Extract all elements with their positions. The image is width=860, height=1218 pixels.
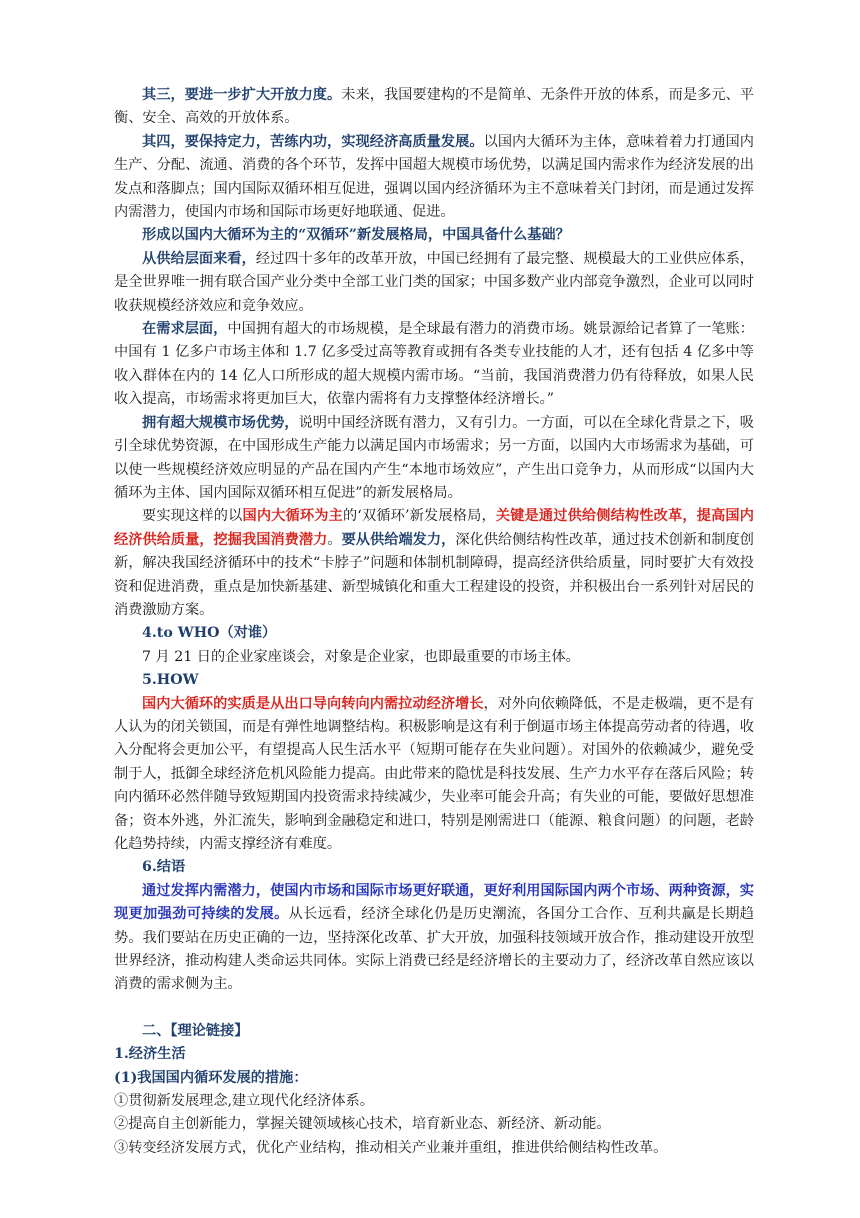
highlight-red: 关键是通过供给侧结构性改革，提高国内经济供给质量，挖掘我国消费潜力	[114, 508, 754, 548]
paragraph-lead: 在需求层面，	[142, 321, 228, 338]
subheading-economic-life: 1.经济生活	[114, 1046, 186, 1063]
list-item: ①贯彻新发展理念,建立现代化经济体系。	[114, 1093, 374, 1110]
paragraph-conclusion	[114, 880, 754, 997]
paragraph-essence	[114, 693, 754, 857]
section-heading-conclusion: 6.结语	[142, 859, 186, 876]
paragraph-body: 经过四十多年的改革开放，中国已经拥有了最完整、规模最大的工业供应体系，是全世界唯一拥有联合国产业分类中全部工业门类的国家；中国多数产业内部竞争激烈，企业可以同时收获规模经济效应和竞争效应。	[114, 250, 754, 314]
text-run: 深化供给侧结构性改革，通过技术创新和制度创新，解决我国经济循环中的技术“卡脖子”问题和体制机制障碍，提高经济供给质量，同时要扩大有效投资和促进消费，重点是加快新基建、新型城镇化和重大工程建设的投资，并积极出台一系列针对居民的消费激励方案。	[114, 531, 754, 618]
highlight-red: 国内大循环的实质是从出口导向转向内需拉动经济增长	[142, 695, 484, 712]
question-heading: 形成以国内大循环为主的“双循环”新发展格局，中国具备什么基础？	[142, 227, 570, 244]
paragraph-lead: 从供给层面来看，	[142, 250, 256, 267]
text-run: 的‘双循环’新发展格局，	[342, 508, 496, 525]
paragraph-body: 说明中国经济既有潜力，又有引力。一方面，可以在全球化背景之下，吸引全球优势资源，在中国形成生产能力以满足国内市场需求；另一方面，以国内大市场需求为基础，可以使一些规模经济效应明显的产品在国内产生“本地市场效应”，产生出口竞争力，从而形成“以国内大循环为主体、国内国际双循环相互促进”的新发展格局。	[114, 414, 754, 501]
text-run: 要实现这样的以	[142, 508, 243, 525]
text-run: 。	[327, 531, 342, 548]
paragraph-lead: 其四，要保持定力，苦练内功，实现经济高质量发展。	[142, 133, 484, 150]
paragraph-body: 以国内大循环为主体，意味着着力打通国内生产、分配、流通、消费的各个环节，发挥中国超大规模市场优势，以满足国内需求作为经济发展的出发点和落脚点；国内国际双循环相互促进，强调以国内经济循环为主不意味着关门封闭，而是通过发挥内需潜力，使国内市场和国际市场更好地联通、促进。	[114, 133, 754, 221]
paragraph-body: 从长远看，经济全球化仍是历史潮流，各国分工合作、互利共赢是长期趋势。我们要站在历史正确的一边，坚持深化改革、扩大开放，加强科技领域开放合作，推动建设开放型世界经济，推动构建人类命运共同体。实际上消费已经是经济增长的主要动力了，经济改革自然应该以消费的需求侧为主。	[114, 906, 754, 993]
list-item: ②提高自主创新能力，掌握关键领域核心技术，培育新业态、新经济、新动能。	[114, 1116, 611, 1133]
document-page	[114, 84, 754, 1160]
subheading-measures: (1)我国国内循环发展的措施：	[114, 1069, 308, 1086]
paragraph-audience: 7 月 21 日的企业家座谈会，对象是企业家，也即最重要的市场主体。	[142, 648, 580, 665]
spacer	[114, 997, 754, 1020]
paragraph-body: 中国拥有超大的市场规模，是全球最有潜力的消费市场。姚景源给记者算了一笔账：中国有 1 亿多户市场主体和 1.7 亿多受过高等教育或拥有各类专业技能的人才，还有包括 4 亿多中等收入群体在内的 14 亿人口所形成的超大规模内需市场。“当前，我国消费潜力仍有待释放，如果人民收入提高，市场需求将更加巨大，依靠内需将有力支撑整体经济增长。”	[114, 321, 754, 408]
paragraph-body: ，对外向依赖降低，不是走极端，更不是有人认为的闭关锁国，而是有弹性地调整结构。积极影响是这有利于倒逼市场主体提高劳动者的待遇，收入分配将会更加公平，有望提高人民生活水平（短期可能存在失业问题）。对国外的依赖减少，避免受制于人，抵御全球经济危机风险能力提高。由此带来的隐忧是科技发展、生产力水平存在落后风险；转向内循环必然伴随导致短期国内投资需求持续减少，失业率可能会升高；有失业的可能，要做好思想准备；资本外逃，外汇流失，影响到金融稳定和进口，特别是刚需进口（能源、粮食问题）的问题，老龄化趋势持续，内需支撑经济有难度。	[114, 695, 754, 852]
highlight-navy: 要从供给端发力，	[341, 531, 456, 548]
paragraph-market-advantage	[114, 412, 754, 506]
highlight-red: 国内大循环为主	[242, 508, 343, 525]
paragraph-demand-side	[114, 318, 754, 412]
paragraph-body: 未来，我国要建构的不是简单、无条件开放的体系，而是多元、平衡、安全、高效的开放体系。	[114, 87, 754, 127]
paragraph-lead: 拥有超大规模市场优势，	[142, 414, 299, 431]
paragraph-dual-circulation	[114, 505, 754, 622]
paragraph-quality-development	[114, 131, 754, 225]
section-heading-to-who: 4.to WHO（对谁）	[142, 625, 277, 642]
list-item: ③转变经济发展方式，优化产业结构，推动相关产业兼并重组，推进供给侧结构性改革。	[114, 1139, 668, 1156]
paragraph-open-up	[114, 84, 754, 131]
paragraph-lead: 其三，要进一步扩大开放力度。	[142, 87, 342, 103]
section-heading-how: 5.HOW	[142, 672, 199, 689]
highlight-blue: 通过发挥内需潜力，使国内市场和国际市场更好联通，更好利用国际国内两个市场、两种资源，实现更加强劲可持续的发展。	[114, 882, 754, 923]
paragraph-supply-side	[114, 248, 754, 318]
section-heading-theory: 二、【理论链接】	[142, 1022, 249, 1039]
